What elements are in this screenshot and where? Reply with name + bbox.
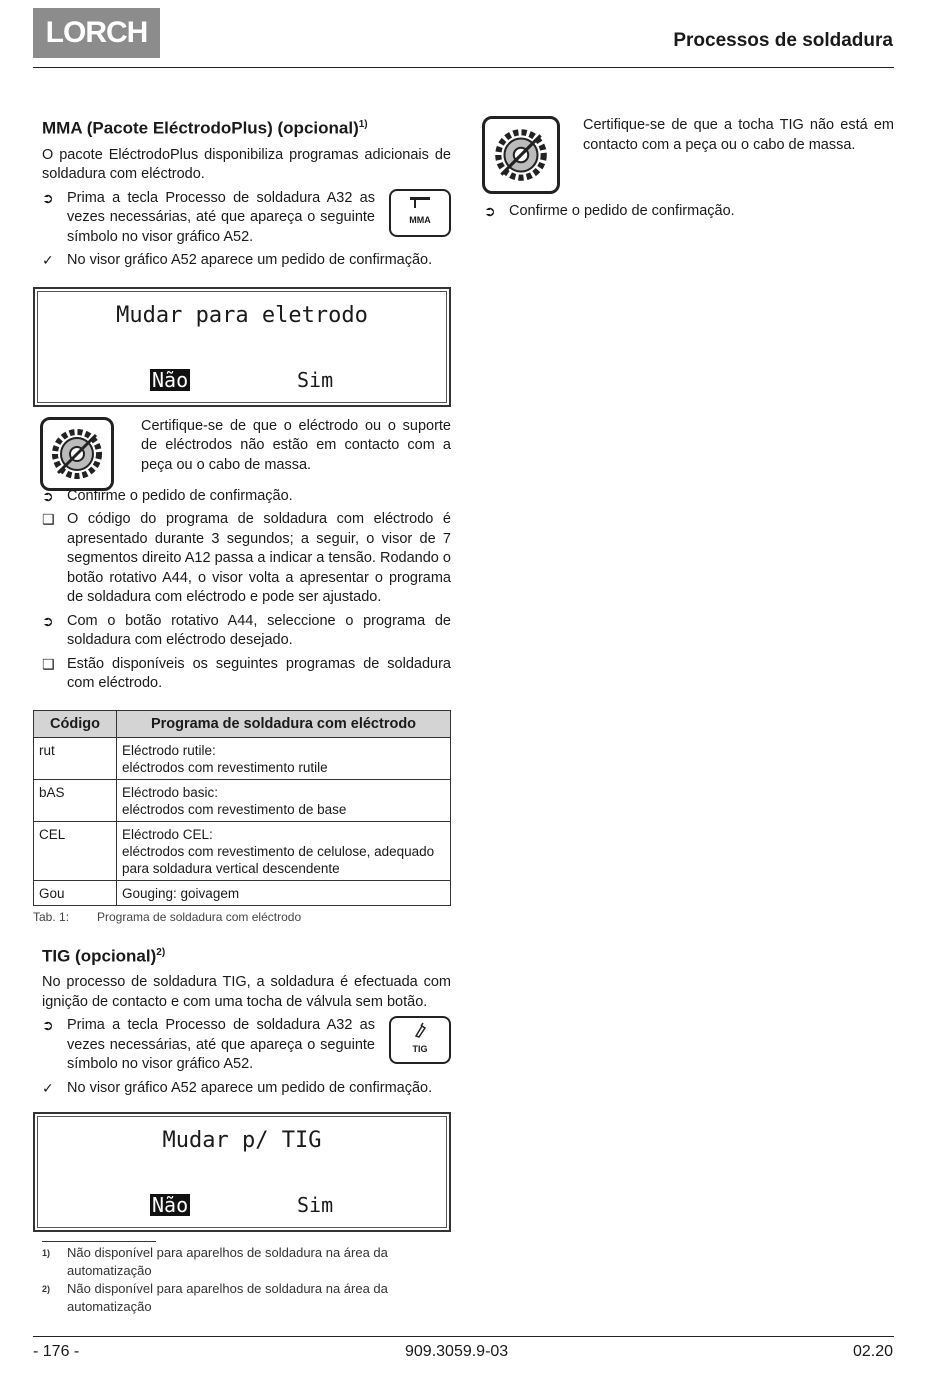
arrow-action-icon: ➲ bbox=[42, 189, 54, 206]
tig-step-select-process bbox=[42, 1016, 451, 1075]
footnote-1 bbox=[42, 1244, 451, 1280]
mma-display-no-option: Não bbox=[152, 367, 189, 392]
table-header-row bbox=[34, 710, 451, 737]
mma-heading-text: MMA (Pacote EléctrodoPlus) (opcional) bbox=[42, 118, 359, 138]
footnote-text: Não disponível para aparelhos de soldadura na área da automatização bbox=[67, 1245, 388, 1278]
footnote-mark: 2) bbox=[42, 1284, 51, 1294]
mma-info-programs bbox=[42, 655, 451, 694]
mma-process-key bbox=[389, 189, 451, 237]
right-column bbox=[484, 116, 894, 222]
tig-key-label: TIG bbox=[412, 1043, 428, 1054]
program-name: Eléctrodo CEL: bbox=[122, 826, 213, 842]
table-cell-program bbox=[117, 737, 451, 779]
tig-torch-icon bbox=[412, 1022, 428, 1038]
tig-footnote-ref: 2) bbox=[156, 946, 166, 958]
mma-info-code bbox=[42, 510, 451, 608]
mma-step2-text: Com o botão rotativo A44, seleccione o programa de soldadura com eléctrodo desejado. bbox=[67, 612, 451, 649]
electrode-program-table bbox=[33, 710, 451, 906]
tig-process-key bbox=[389, 1016, 451, 1064]
tig-heading bbox=[42, 942, 451, 968]
table-cell-program bbox=[117, 821, 451, 880]
mma-confirm-text: Confirme o pedido de confirmação. bbox=[67, 487, 293, 504]
arrow-action-icon: ➲ bbox=[42, 1017, 54, 1034]
mma-confirm bbox=[42, 487, 451, 507]
mma-heading bbox=[42, 114, 451, 140]
mma-result-text: No visor gráfico A52 aparece um pedido de confirmação. bbox=[67, 252, 433, 269]
tig-graphic-display bbox=[33, 1112, 451, 1232]
tig-display-title: Mudar p/ TIG bbox=[162, 1128, 322, 1154]
mma-warning-text: Certifique-se de que o eléctrodo ou o suporte de eléctrodos não estão em contacto com a peça ou o cabo de massa. bbox=[141, 417, 451, 473]
checkbox-info-icon: ❑ bbox=[42, 511, 55, 528]
table-caption bbox=[33, 910, 451, 924]
col-header-code: Código bbox=[34, 710, 117, 737]
checkmark-icon: ✓ bbox=[42, 1079, 54, 1096]
tig-warning bbox=[484, 116, 894, 198]
col-header-program: Programa de soldadura com eléctrodo bbox=[117, 710, 451, 737]
program-description: eléctrodos com revestimento de celulose, adequado para soldadura vertical descendente bbox=[122, 843, 435, 876]
footer-divider bbox=[33, 1336, 894, 1337]
table-cell-code: Gou bbox=[34, 880, 117, 905]
table-cell-code: CEL bbox=[34, 821, 117, 880]
mma-info1-text: O código do programa de soldadura com eléctrodo é apresentado durante 3 segundos; a seguir, o visor de 7 segmentos direito A12 passa a indicar a tensão. Rodando o botão rotativo A44, o visor volta a apresentar o programa de soldadura com eléctrodo e pode ser ajustado. bbox=[67, 511, 451, 606]
table-row bbox=[34, 737, 451, 779]
footnote-2 bbox=[42, 1280, 451, 1316]
lorch-logo: LORCH bbox=[33, 8, 160, 58]
mma-step1-text: Prima a tecla Processo de soldadura A32 as vezes necessárias, até que apareça o seguinte símbolo no visor gráfico A52. bbox=[67, 189, 375, 245]
footnote-mark: 1) bbox=[42, 1248, 51, 1258]
mma-warning bbox=[42, 417, 451, 483]
program-description: eléctrodos com revestimento rutile bbox=[122, 759, 328, 775]
table-row bbox=[34, 779, 451, 821]
tig-display-no-option: Não bbox=[152, 1193, 189, 1218]
table-caption-text: Programa de soldadura com eléctrodo bbox=[97, 909, 302, 924]
document-date: 02.20 bbox=[852, 1343, 893, 1360]
arrow-action-icon: ➲ bbox=[42, 612, 54, 629]
table-cell-code: bAS bbox=[34, 779, 117, 821]
gear-warning-icon bbox=[40, 417, 114, 491]
program-name: Eléctrodo rutile: bbox=[122, 742, 216, 758]
section-title: Processos de soldadura bbox=[673, 30, 893, 51]
tig-confirm-text: Confirme o pedido de confirmação. bbox=[509, 203, 735, 219]
mma-graphic-display bbox=[33, 287, 451, 407]
electrode-holder-icon bbox=[408, 195, 432, 209]
table-caption-number: Tab. 1: bbox=[33, 909, 70, 924]
tig-confirm bbox=[484, 202, 894, 222]
table-cell-program bbox=[117, 779, 451, 821]
header-divider bbox=[33, 67, 894, 68]
left-column bbox=[33, 114, 451, 1242]
arrow-action-icon: ➲ bbox=[42, 487, 54, 504]
tig-intro: No processo de soldadura TIG, a soldadura é efectuada com ignição de contacto e com uma tocha de válvula sem botão. bbox=[42, 974, 451, 1010]
document-number: 909.3059.9-03 bbox=[405, 1343, 509, 1360]
mma-intro: O pacote EléctrodoPlus disponibiliza programas adicionais de soldadura com eléctrodo. bbox=[42, 146, 451, 183]
tig-heading-text: TIG (opcional) bbox=[42, 946, 157, 966]
mma-display-title: Mudar para eletrodo bbox=[116, 302, 368, 328]
tig-warning-text: Certifique-se de que a tocha TIG não está em contacto com a peça ou o cabo de massa. bbox=[583, 117, 894, 153]
mma-step-select-process bbox=[42, 189, 451, 248]
program-description: eléctrodos com revestimento de base bbox=[122, 801, 347, 817]
table-cell-program bbox=[117, 880, 451, 905]
arrow-action-icon: ➲ bbox=[484, 203, 496, 219]
mma-footnote-ref: 1) bbox=[358, 119, 368, 130]
tig-result-text: No visor gráfico A52 aparece um pedido de confirmação. bbox=[67, 1079, 433, 1096]
program-name: Gouging: goivagem bbox=[122, 885, 240, 901]
page-number: - 176 - bbox=[33, 1343, 80, 1360]
tig-result bbox=[42, 1079, 451, 1099]
mma-select-program bbox=[42, 612, 451, 651]
gear-warning-icon bbox=[482, 116, 560, 194]
program-name: Eléctrodo basic: bbox=[122, 784, 219, 800]
checkbox-info-icon: ❑ bbox=[42, 655, 55, 672]
mma-display-yes-option: Sim bbox=[297, 367, 334, 392]
checkmark-icon: ✓ bbox=[42, 252, 54, 269]
mma-info2-text: Estão disponíveis os seguintes programas de soldadura com eléctrodo. bbox=[67, 655, 451, 692]
tig-step1-text: Prima a tecla Processo de soldadura A32 as vezes necessárias, até que apareça o seguinte símbolo no visor gráfico A52. bbox=[67, 1017, 375, 1073]
table-cell-code: rut bbox=[34, 737, 117, 779]
mma-key-label: MMA bbox=[409, 214, 431, 225]
tig-display-yes-option: Sim bbox=[297, 1193, 334, 1218]
table-row bbox=[34, 821, 451, 880]
table-row bbox=[34, 880, 451, 905]
footnote-text: Não disponível para aparelhos de soldadura na área da automatização bbox=[67, 1281, 388, 1314]
mma-result bbox=[42, 251, 451, 271]
footnote-divider bbox=[42, 1241, 156, 1242]
